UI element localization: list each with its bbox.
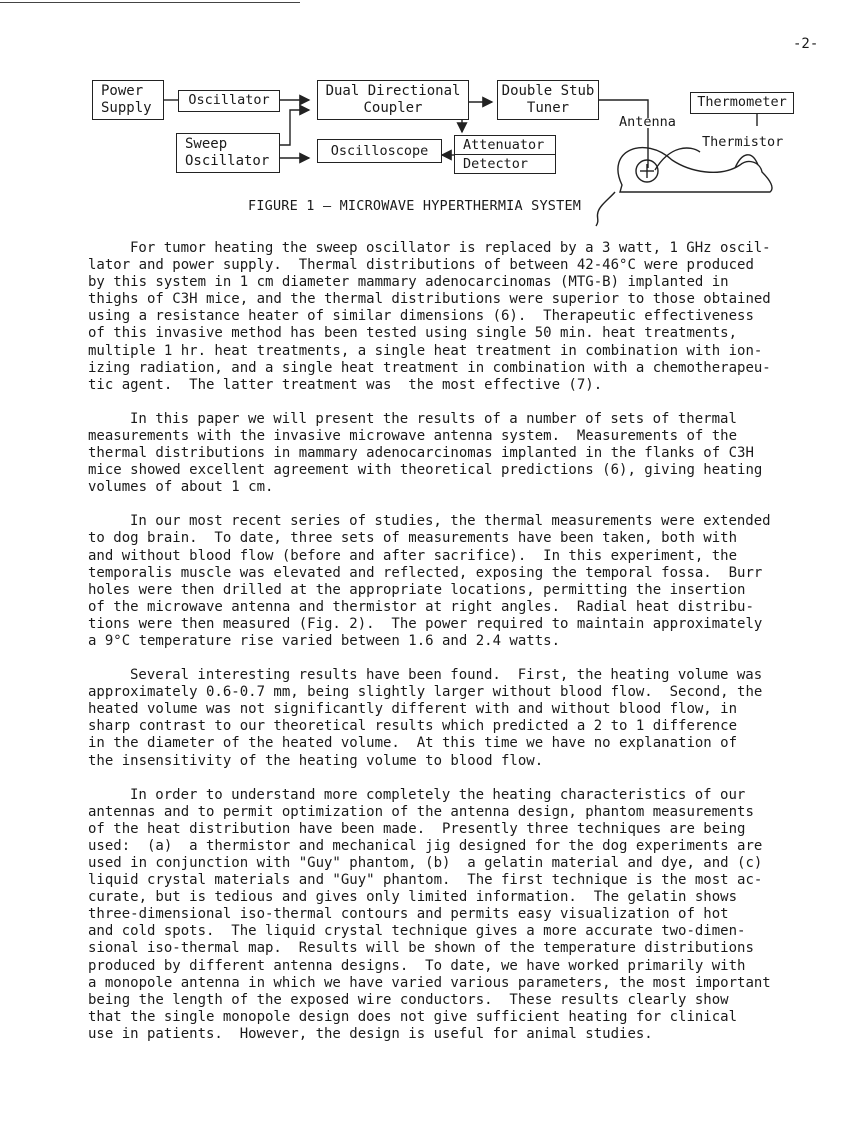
- thermometer-label: Thermometer: [697, 94, 787, 110]
- attenuator-block: [454, 135, 556, 155]
- text-line: thermal distributions in mammary adenocarcinomas implanted in the flanks of C3H: [88, 445, 754, 462]
- text-line: curate, but is tedious and gives only limited information. The gelatin shows: [88, 889, 738, 906]
- paragraph: [88, 787, 788, 1043]
- paragraph: [88, 411, 788, 496]
- coupler-line-2: Coupler: [363, 100, 423, 117]
- text-line: measurements with the invasive microwave antenna system. Measurements of the: [88, 427, 738, 444]
- figure-caption: FIGURE 1 — MICROWAVE HYPERTHERMIA SYSTEM: [248, 198, 582, 214]
- text-line: Several interesting results have been found. First, the heating volume was: [130, 667, 763, 684]
- oscillator-block: [178, 90, 280, 112]
- sweep-oscillator-line-1: Sweep: [185, 136, 228, 152]
- text-line: that the single monopole design does not give sufficient heating for clinical: [88, 1008, 738, 1025]
- oscilloscope-block: [317, 139, 442, 163]
- text-line: In our most recent series of studies, the thermal measurements were extended: [130, 513, 771, 530]
- paragraph: [88, 667, 788, 770]
- text-line: liquid crystal materials and "Guy" phantom. The first technique is the most ac-: [88, 872, 763, 889]
- thermometer-block: [690, 92, 794, 114]
- tuner-line-1: Double Stub: [501, 83, 595, 99]
- text-line: produced by different antenna designs. To date, we have worked primarily with: [88, 957, 746, 974]
- text-line: tic agent. The latter treatment was the most effective (7).: [88, 376, 603, 393]
- thermistor-lead: [655, 148, 700, 170]
- text-line: izing radiation, and a single heat treatment in combination with a chemotherapeu-: [88, 359, 771, 376]
- text-line: of this invasive method has been tested using single 50 min. heat treatments,: [88, 325, 738, 342]
- mouse-tail: [596, 192, 615, 226]
- text-line: temporalis muscle was elevated and reflected, exposing the temporal fossa. Burr: [88, 564, 763, 581]
- text-line: For tumor heating the sweep oscillator is replaced by a 3 watt, 1 GHz oscil-: [130, 240, 771, 256]
- text-line: and without blood flow (before and after sacrifice). In this experiment, the: [88, 547, 738, 564]
- text-line: of the heat distribution have been made. Presently three techniques are being: [88, 820, 746, 837]
- detector-block: [454, 154, 556, 174]
- page-number: -2-: [793, 36, 819, 52]
- power-supply-line-2: Supply: [101, 100, 152, 117]
- text-line: a monopole antenna in which we have varied various parameters, the most important: [88, 974, 771, 991]
- dual-directional-coupler-block: [317, 80, 469, 120]
- text-line: holes were then drilled at the appropriate locations, permitting the insertion: [88, 581, 746, 598]
- sweep-oscillator-line-2: Oscillator: [185, 153, 270, 170]
- text-line: used in conjunction with "Guy" phantom, (b) a gelatin material and dye, and (c): [88, 855, 763, 871]
- attenuator-label: Attenuator: [463, 137, 545, 153]
- coupler-line-1: Dual Directional: [325, 83, 461, 99]
- text-line: to dog brain. To date, three sets of measurements have been taken, both with: [88, 530, 738, 547]
- text-line: In this paper we will present the results of a number of sets of thermal: [130, 410, 737, 427]
- tuner-line-2: Tuner: [526, 100, 570, 117]
- oscilloscope-label: Oscilloscope: [330, 143, 429, 159]
- sweep-oscillator-block: [176, 133, 280, 173]
- text-line: sional iso-thermal map. Results will be shown of the temperature distributions: [88, 940, 754, 957]
- text-line: in the diameter of the heated volume. At this time we have no explanation of: [88, 735, 738, 752]
- wire-sweep-coupler: [280, 110, 309, 145]
- text-line: sharp contrast to our theoretical results which predicted a 2 to 1 difference: [88, 718, 738, 735]
- figure-1-diagram: [0, 0, 859, 230]
- text-line: In order to understand more completely the heating characteristics of our: [130, 786, 746, 803]
- text-line: mice showed excellent agreement with theoretical predictions (6), giving heating: [88, 462, 763, 479]
- double-stub-tuner-block: [497, 80, 599, 120]
- body-text: [88, 240, 788, 1060]
- thermistor-label: Thermistor: [702, 134, 784, 150]
- text-line: use in patients. However, the design is useful for animal studies.: [88, 1025, 653, 1042]
- text-line: multiple 1 hr. heat treatments, a single heat treatment in combination with ion-: [88, 342, 763, 359]
- text-line: antennas and to permit optimization of the antenna design, phantom measurements: [88, 803, 754, 820]
- text-line: tions were then measured (Fig. 2). The power required to maintain approximately: [88, 615, 763, 632]
- paragraph: [88, 513, 788, 650]
- paragraph: [88, 240, 788, 394]
- text-line: volumes of about 1 cm.: [88, 479, 274, 496]
- oscillator-label: Oscillator: [188, 92, 270, 108]
- text-line: being the length of the exposed wire conductors. These results clearly show: [88, 991, 729, 1008]
- text-line: approximately 0.6-0.7 mm, being slightly larger without blood flow. Second, the: [88, 684, 763, 701]
- text-line: by this system in 1 cm diameter mammary adenocarcinomas (MTG-B) implanted in: [88, 274, 729, 291]
- text-line: and cold spots. The liquid crystal technique gives a more accurate two-dimen-: [88, 923, 746, 940]
- text-line: three-dimensional iso-thermal contours and permits easy visualization of hot: [88, 906, 729, 923]
- text-line: thighs of C3H mice, and the thermal distributions were superior to those obtained: [88, 291, 771, 308]
- text-line: a 9°C temperature rise varied between 1.6 and 2.4 watts.: [88, 632, 561, 649]
- power-supply-block: [92, 80, 164, 120]
- antenna-label: Antenna: [619, 114, 676, 130]
- text-line: using a resistance heater of similar dimensions (6). Therapeutic effectiveness: [88, 308, 754, 325]
- power-supply-line-1: Power: [101, 83, 144, 99]
- detector-label: Detector: [463, 156, 529, 172]
- text-line: used: (a) a thermistor and mechanical jig designed for the dog experiments are: [88, 837, 763, 854]
- text-line: lator and power supply. Thermal distributions of between 42-46°C were produced: [88, 257, 754, 274]
- text-line: heated volume was not significantly different with and without blood flow, in: [88, 701, 738, 718]
- text-line: the insensitivity of the heating volume to blood flow.: [88, 752, 544, 769]
- text-line: of the microwave antenna and thermistor at right angles. Radial heat distribu-: [88, 598, 754, 615]
